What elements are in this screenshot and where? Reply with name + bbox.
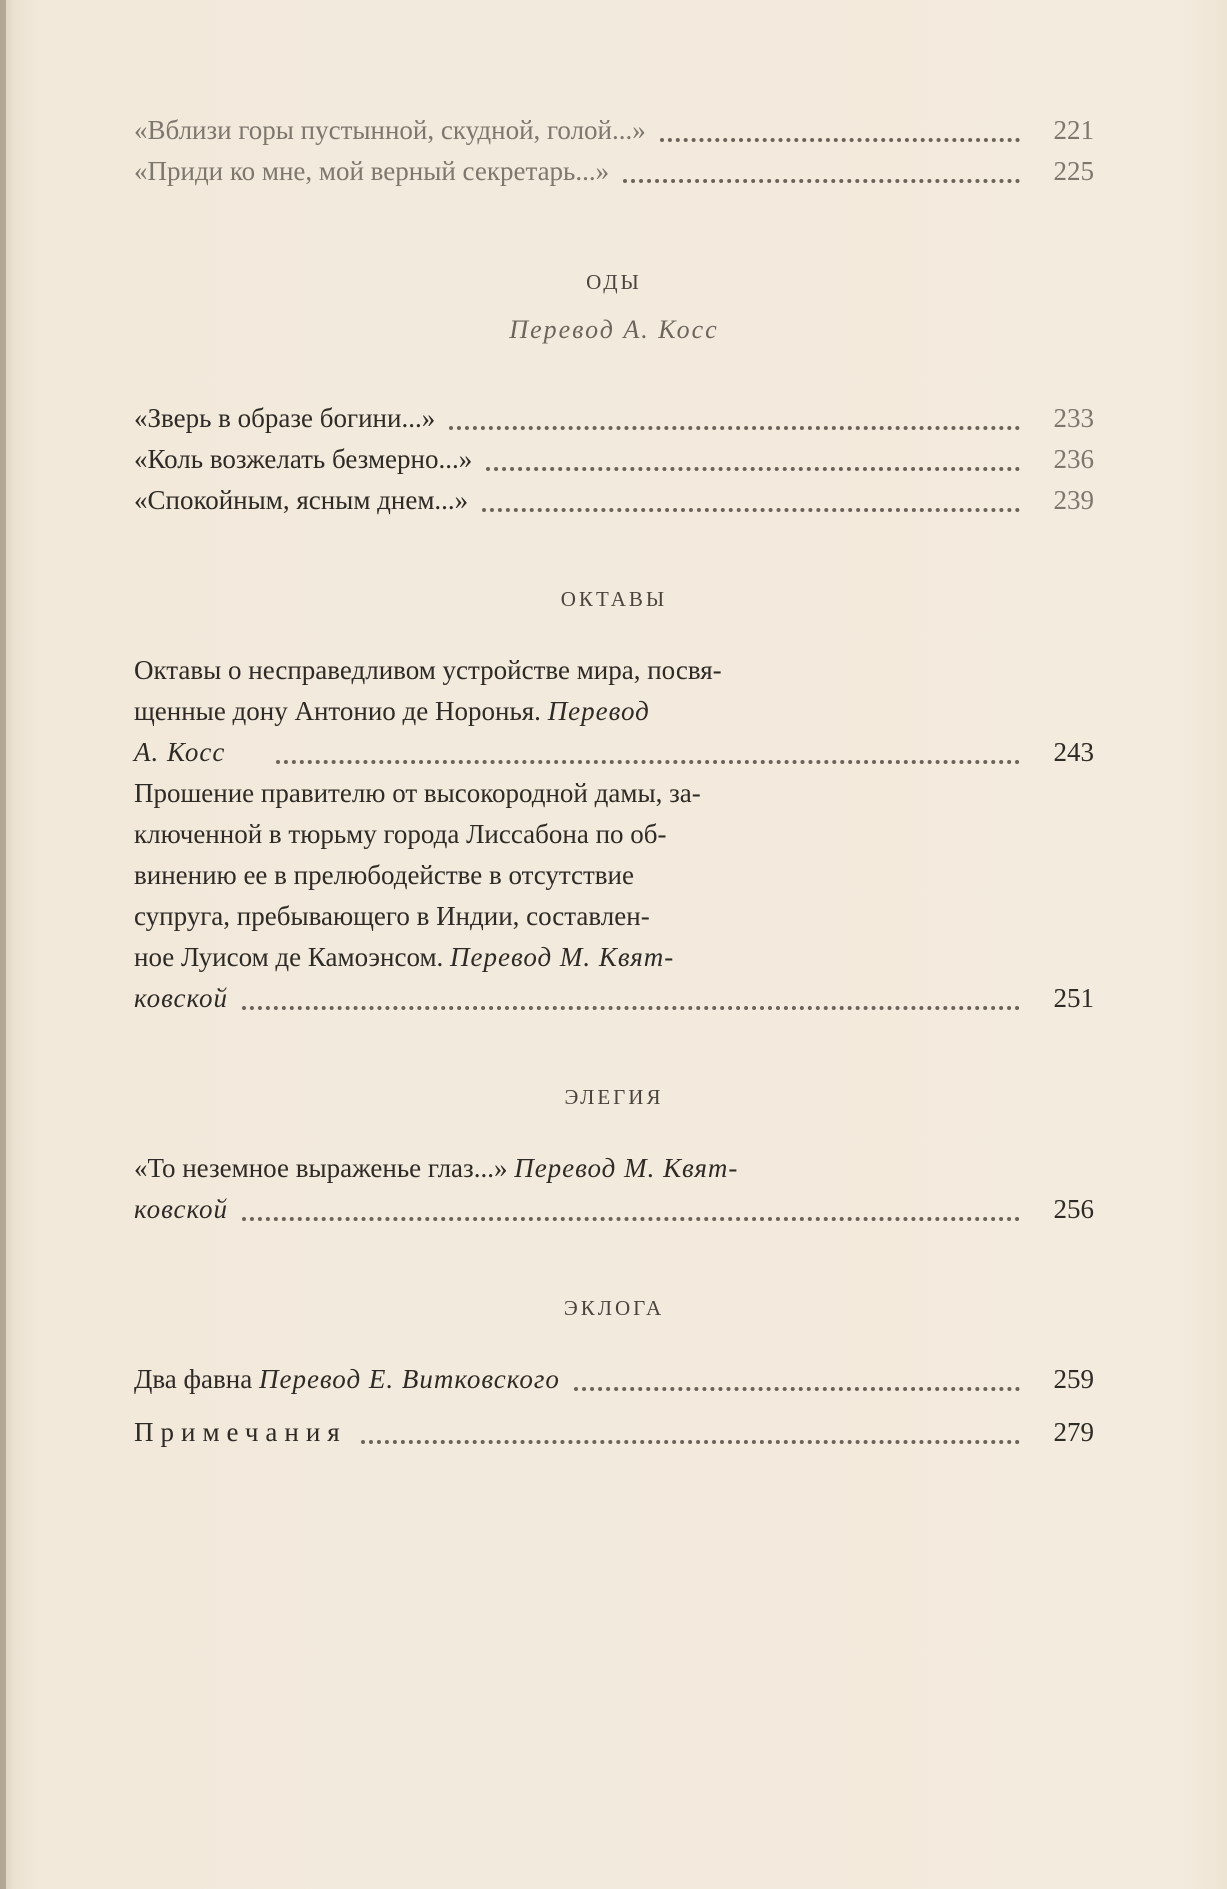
page-number: 233 xyxy=(1053,403,1094,433)
leader-dots xyxy=(660,138,1020,142)
entry-title-line: щенные дону Антонио де Норонья. xyxy=(134,696,548,726)
page-number: 225 xyxy=(1053,156,1094,186)
toc-entry[interactable] xyxy=(134,1359,1094,1400)
toc-entry[interactable] xyxy=(134,1412,1094,1453)
entry-title-line: супруга, пребывающего в Индии, составлен- xyxy=(134,901,650,931)
section-heading-ekloga: ЭКЛОГА xyxy=(563,1296,665,1320)
entry-title: «Вблизи горы пустынной, скудной, голой...» xyxy=(134,115,646,145)
leader-dots xyxy=(361,1440,1020,1444)
toc-entry[interactable] xyxy=(134,151,1094,192)
toc-entry[interactable] xyxy=(134,1148,1094,1230)
entry-title: Два фавна xyxy=(134,1364,259,1394)
section-translator: Перевод А. Косс xyxy=(509,315,719,344)
toc-entry[interactable] xyxy=(134,398,1094,439)
toc-entry[interactable] xyxy=(134,650,1094,773)
entry-title: «Приди ко мне, мой верный секретарь...» xyxy=(134,156,610,186)
leader-dots xyxy=(449,426,1020,430)
entry-title-line: ное Луисом де Камоэнсом. xyxy=(134,942,451,972)
leader-dots xyxy=(486,467,1020,471)
toc-entry[interactable] xyxy=(134,480,1094,521)
entry-translator: ковской xyxy=(134,983,229,1013)
leader-dots xyxy=(242,1006,1020,1010)
entry-title: Примечания xyxy=(134,1417,347,1447)
section-heading-ody: ОДЫ xyxy=(586,270,642,294)
entry-title: «Спокойным, ясным днем...» xyxy=(134,485,469,515)
section-heading-elegia: ЭЛЕГИЯ xyxy=(564,1085,664,1109)
toc-entry[interactable] xyxy=(134,110,1094,151)
entry-title-line: Прошение правителю от высокородной дамы, за- xyxy=(134,778,701,808)
leader-dots xyxy=(482,508,1020,512)
leader-dots xyxy=(623,179,1020,183)
page-number: 239 xyxy=(1053,485,1094,515)
entry-translator: ковской xyxy=(134,1194,229,1224)
entry-translator: Перевод Е. Витковского xyxy=(258,1364,560,1394)
entry-title-line: ключенной в тюрьму города Лиссабона по об- xyxy=(134,819,667,849)
entry-title: «Зверь в образе богини...» xyxy=(134,403,436,433)
entry-translator: Перевод М. Квят- xyxy=(450,942,675,972)
page-spine-edge xyxy=(0,0,6,1889)
entry-translator: А. Косс xyxy=(134,737,226,767)
page-number: 221 xyxy=(1053,115,1094,145)
entry-title: «Коль возжелать безмерно...» xyxy=(134,444,473,474)
page-number: 279 xyxy=(1053,1417,1094,1447)
page-number: 256 xyxy=(1053,1194,1094,1224)
leader-dots xyxy=(276,760,1020,764)
entry-title: «То неземное выраженье глаз...» xyxy=(134,1153,515,1183)
entry-translator: Перевод М. Квят- xyxy=(514,1153,739,1183)
page-number: 251 xyxy=(1053,983,1094,1013)
toc-entry[interactable] xyxy=(134,773,1094,1019)
toc-entry[interactable] xyxy=(134,439,1094,480)
entry-translator: Перевод xyxy=(547,696,650,726)
page-number: 259 xyxy=(1053,1364,1094,1394)
leader-dots xyxy=(574,1387,1020,1391)
section-heading-oktavy: ОКТАВЫ xyxy=(560,587,668,611)
entry-title-line: винению ее в прелюбодействе в отсутствие xyxy=(134,860,634,890)
leader-dots xyxy=(242,1217,1020,1221)
entry-title-line: Октавы о несправедливом устройстве мира, посвя- xyxy=(134,655,722,685)
page-number: 236 xyxy=(1053,444,1094,474)
page-number: 243 xyxy=(1053,737,1094,767)
table-of-contents xyxy=(134,110,1094,1453)
